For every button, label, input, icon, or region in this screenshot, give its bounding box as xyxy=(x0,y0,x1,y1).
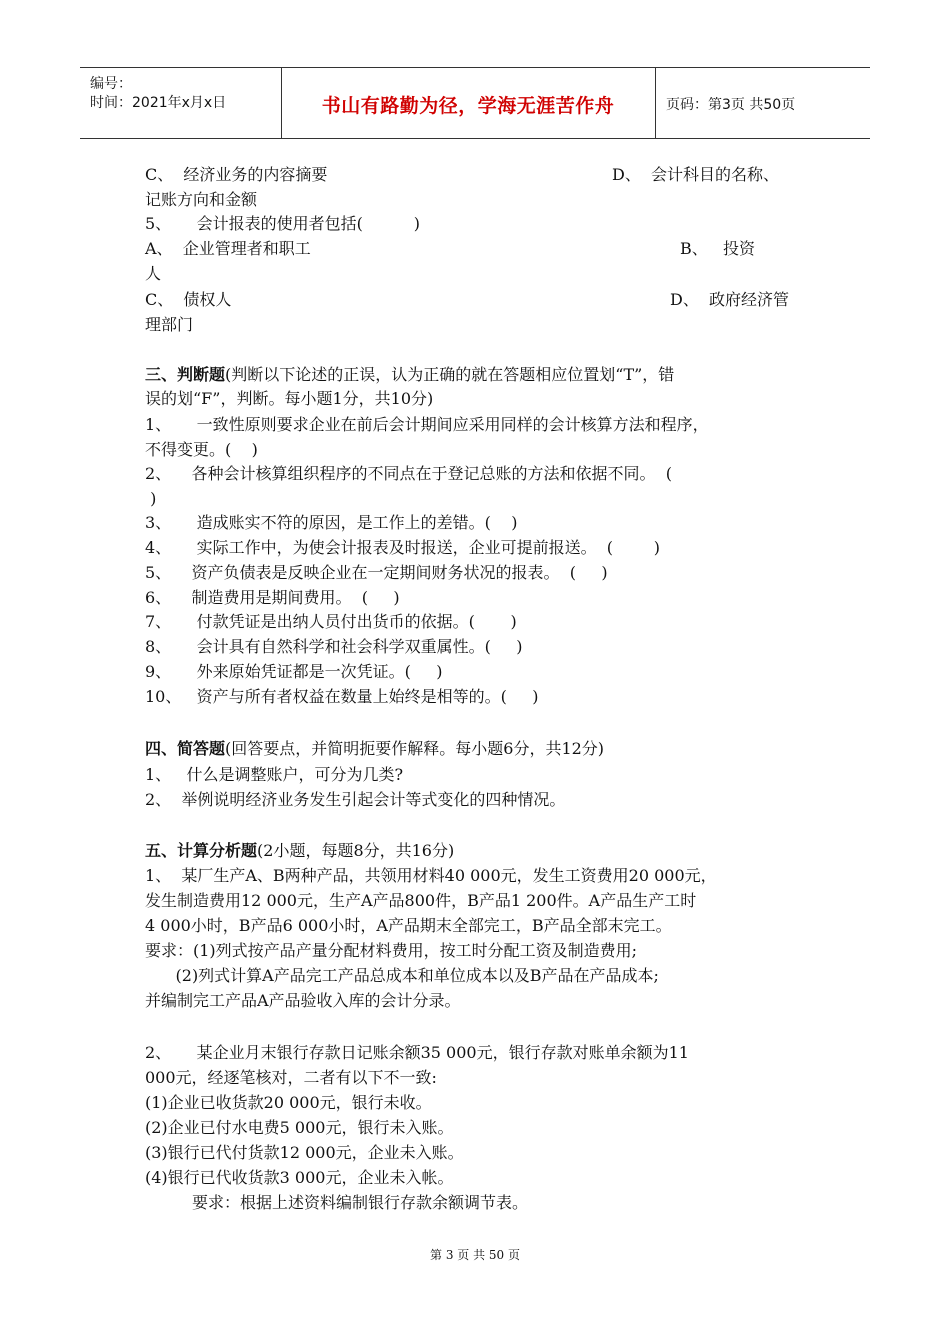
text-line: C、 经济业务的内容摘要 xyxy=(145,165,328,184)
text-line: 要求：(1)列式按产品产量分配材料费用，按工时分配工资及制造费用; xyxy=(145,941,638,960)
section-note: (判断以下论述的正误，认为正确的就在答题相应位置划“T”，错 xyxy=(225,365,675,384)
text-line: 人 xyxy=(145,264,162,283)
text-line: A、 企业管理者和职工 xyxy=(145,239,311,258)
page-footer: 第 3 页 共 50 页 xyxy=(430,1248,520,1262)
text-line: C、 债权人 xyxy=(145,290,232,309)
text-line: 2、 某企业月末银行存款日记账余额35 000元，银行存款对账单余额为11 xyxy=(145,1043,689,1062)
text-line: 记账方向和金额 xyxy=(145,190,258,209)
page-info: 页码：第3页 共50页 xyxy=(666,97,796,113)
date-label: 时间：2021年x月x日 xyxy=(90,95,227,111)
text-line: 5、 会计报表的使用者包括( ) xyxy=(145,214,420,233)
header-left-cell xyxy=(80,68,282,138)
text-line: 理部门 xyxy=(145,315,194,334)
page-header xyxy=(80,67,870,139)
text-line: 2、 各种会计核算组织程序的不同点在于登记总账的方法和依据不同。 ( xyxy=(145,464,672,483)
section-note: (2小题，每题8分，共16分) xyxy=(257,841,455,860)
header-middle-cell xyxy=(281,68,656,138)
text-line: 不得变更。( ) xyxy=(145,440,258,459)
text-line: 2、 举例说明经济业务发生引起会计等式变化的四种情况。 xyxy=(145,790,566,809)
text-line: (2)企业已付水电费5 000元，银行未入账。 xyxy=(145,1118,454,1137)
section-heading xyxy=(145,841,454,861)
text-line: 并编制完工产品A产品验收入库的会计分录。 xyxy=(145,991,461,1010)
section-note: (回答要点，并简明扼要作解释。每小题6分，共12分) xyxy=(225,739,605,758)
section-heading xyxy=(145,739,604,759)
text-line: 要求：根据上述资料编制银行存款余额调节表。 xyxy=(192,1193,529,1212)
section-title: 三、判断题 xyxy=(145,365,226,384)
text-line: (3)银行已代付货款12 000元，企业未入账。 xyxy=(145,1143,464,1162)
text-line: D、 会计科目的名称、 xyxy=(612,165,780,184)
serial-label: 编号： xyxy=(90,76,132,92)
text-line: 误的划“F”，判断。每小题1分，共10分) xyxy=(145,389,434,408)
text-line: 1、 一致性原则要求企业在前后会计期间应采用同样的会计核算方法和程序， xyxy=(145,415,709,434)
header-right-cell xyxy=(656,68,870,138)
text-line: (1)企业已收货款20 000元，银行未收。 xyxy=(145,1093,432,1112)
text-line: 1、 什么是调整账户，可分为几类? xyxy=(145,765,404,784)
text-line: 7、 付款凭证是出纳人员付出货币的依据。( ) xyxy=(145,612,517,631)
text-line: 8、 会计具有自然科学和社会科学双重属性。( ) xyxy=(145,637,523,656)
text-line: 1、 某厂生产A、B两种产品，共领用材料40 000元，发生工资费用20 000元， xyxy=(145,866,717,885)
motto: 书山有路勤为径，学海无涯苦作舟 xyxy=(321,95,615,117)
text-line: 4 000小时，B产品6 000小时，A产品期末全部完工，B产品全部末完工。 xyxy=(145,916,672,935)
text-line: 9、 外来原始凭证都是一次凭证。( ) xyxy=(145,662,443,681)
text-line: ) xyxy=(145,489,157,508)
text-line: B、 投资 xyxy=(680,239,756,258)
text-line: 4、 实际工作中，为使会计报表及时报送，企业可提前报送。 ( ) xyxy=(145,538,660,557)
text-line: 10、 资产与所有者权益在数量上始终是相等的。( ) xyxy=(145,687,539,706)
text-line: 5、 资产负债表是反映企业在一定期间财务状况的报表。 ( ) xyxy=(145,563,608,582)
section-title: 五、计算分析题 xyxy=(145,841,258,860)
text-line: D、 政府经济管 xyxy=(670,290,790,309)
text-line: 000元，经逐笔核对，二者有以下不一致: xyxy=(145,1068,437,1087)
section-heading xyxy=(145,365,674,385)
text-line: (4)银行已代收货款3 000元，企业未入帐。 xyxy=(145,1168,454,1187)
text-line: 发生制造费用12 000元，生产A产品800件，B产品1 200件。A产品生产工时 xyxy=(145,891,697,910)
text-line: 3、 造成账实不符的原因，是工作上的差错。( ) xyxy=(145,513,518,532)
text-line: (2)列式计算A产品完工产品总成本和单位成本以及B产品在产品成本; xyxy=(145,966,659,985)
section-title: 四、简答题 xyxy=(145,739,226,758)
text-line: 6、 制造费用是期间费用。 ( ) xyxy=(145,588,400,607)
